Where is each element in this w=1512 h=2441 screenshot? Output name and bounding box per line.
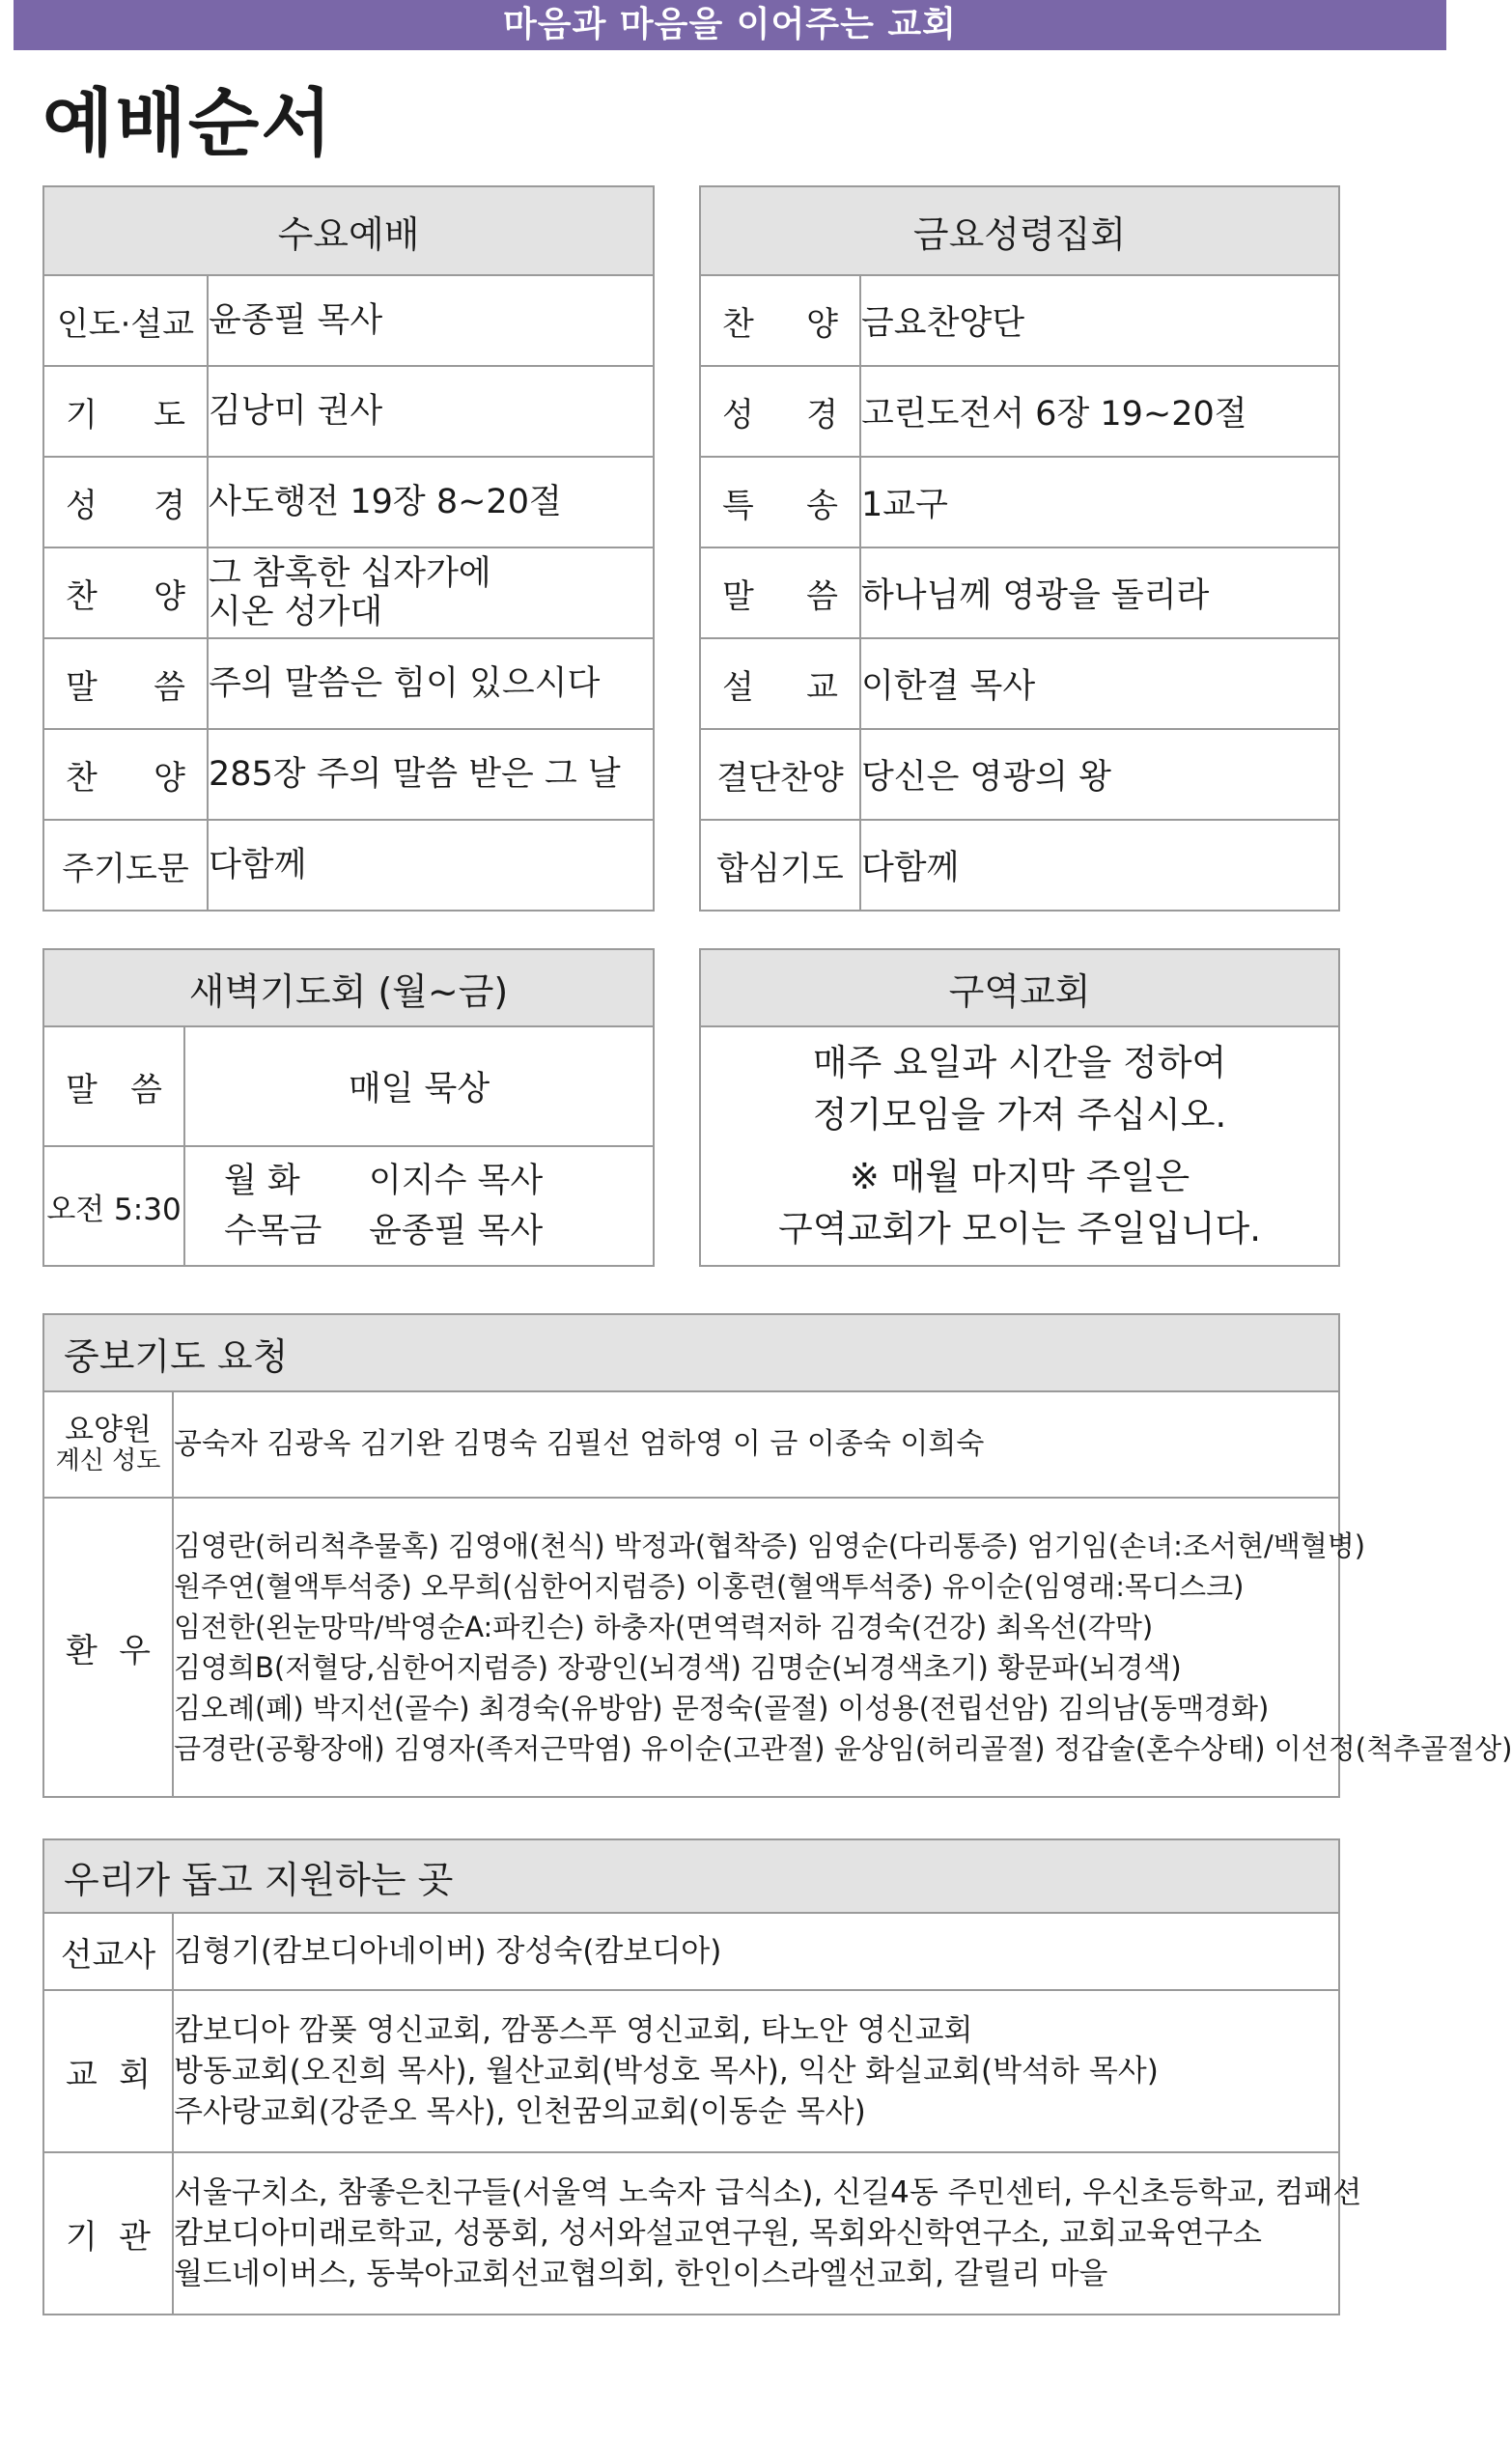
wednesday-row-label: 찬 양 <box>43 547 208 638</box>
intercessory-prayer-table <box>42 1313 1512 1798</box>
wednesday-row-label: 찬 양 <box>43 729 208 820</box>
friday-row <box>700 729 1339 820</box>
wednesday-row-value: 그 참혹한 십자가에 시온 성가대 <box>208 547 654 638</box>
church-list: 캄보디아 깜퐂 영신교회, 깜퐁스푸 영신교회, 타노안 영신교회 방동교회(오진희 목사), 월산교회(박성호 목사), 익산 화실교회(박석하 목사) 주사랑교회(강준오 목사), 인천꿈의교회(이동순 목사) <box>173 1990 1339 2152</box>
dawn-schedule: 월 화 이지수 목사 수목금 윤종필 목사 <box>184 1146 654 1266</box>
church-label: 교 회 <box>43 1990 173 2152</box>
organization-label: 기 관 <box>43 2152 173 2315</box>
wednesday-service-table <box>42 185 655 912</box>
district-church-table <box>699 948 1340 1267</box>
support-heading: 우리가 돕고 지원하는 곳 <box>43 1839 1339 1913</box>
friday-row-label: 합심기도 <box>700 820 860 911</box>
dawn-prayer-heading: 새벽기도회 (월~금) <box>43 949 654 1026</box>
friday-row-value: 금요찬양단 <box>860 275 1339 366</box>
wednesday-row-label: 기 도 <box>43 366 208 457</box>
intercessory-prayer-heading: 중보기도 요청 <box>43 1314 1339 1391</box>
district-church-heading: 구역교회 <box>700 949 1339 1026</box>
wednesday-row-value: 다함께 <box>208 820 654 911</box>
friday-row <box>700 638 1339 729</box>
wednesday-row <box>43 457 654 547</box>
wednesday-row <box>43 729 654 820</box>
friday-row-label: 말 씀 <box>700 547 860 638</box>
wednesday-row <box>43 547 654 638</box>
friday-row-value: 당신은 영광의 왕 <box>860 729 1339 820</box>
friday-row-value: 고린도전서 6장 19~20절 <box>860 366 1339 457</box>
wednesday-row <box>43 366 654 457</box>
friday-row <box>700 820 1339 911</box>
friday-row-label: 찬 양 <box>700 275 860 366</box>
wednesday-row-label: 인도·설교 <box>43 275 208 366</box>
support-table <box>42 1838 1362 2315</box>
organization-list: 서울구치소, 참좋은친구들(서울역 노숙자 급식소), 신길4동 주민센터, 우신초등학교, 컴패션 캄보디아미래로학교, 성풍회, 성서와설교연구원, 목회와신학연구소, 교회교육연구소 월드네이버스, 동북아교회선교협의회, 한인이스라엘선교회, 갈릴리 마을 <box>173 2152 1339 2315</box>
wednesday-row <box>43 820 654 911</box>
friday-row-label: 설 교 <box>700 638 860 729</box>
friday-row <box>700 457 1339 547</box>
friday-row <box>700 366 1339 457</box>
wednesday-service-heading: 수요예배 <box>43 186 654 275</box>
wednesday-row <box>43 275 654 366</box>
friday-row-value: 이한결 목사 <box>860 638 1339 729</box>
friday-service-table <box>699 185 1340 912</box>
wednesday-row-value: 김낭미 권사 <box>208 366 654 457</box>
friday-row-value: 1교구 <box>860 457 1339 547</box>
missionary-list: 김형기(캄보디아네이버) 장성숙(캄보디아) <box>173 1913 1339 1990</box>
dawn-word-label: 말 씀 <box>43 1026 184 1146</box>
dawn-word-value: 매일 묵상 <box>184 1026 654 1146</box>
wednesday-row-value: 주의 말씀은 힘이 있으시다 <box>208 638 654 729</box>
district-church-note: 매주 요일과 시간을 정하여 정기모임을 가져 주십시오. ※ 매월 마지막 주일은 구역교회가 모이는 주일입니다. <box>700 1026 1339 1266</box>
friday-row-value: 하나님께 영광을 돌리라 <box>860 547 1339 638</box>
friday-row <box>700 547 1339 638</box>
dawn-prayer-table <box>42 948 655 1267</box>
friday-row-label: 결단찬양 <box>700 729 860 820</box>
friday-row <box>700 275 1339 366</box>
patients-list: 김영란(허리척추물혹) 김영애(천식) 박정과(협착증) 임영순(다리통증) 엄기임(손녀:조서현/백혈병) 원주연(혈액투석중) 오무희(심한어지럼증) 이홍련(혈액투석중) 유이순(임영래:목디스크) 임전한(왼눈망막/박영순A:파킨슨) 하충자(면역력저하 김경숙(건강) 최옥선(각막) 김영희B(저혈당,심한어지럼증) 장광인(뇌경색) 김명순(뇌경색초기) 황문파(뇌경색) 김오례(폐) 박지선(골수) 최경숙(유방암) 문정숙(골절) 이성용(전립선암) 김의남(동맥경화) 금경란(공황장애) 김영자(족저근막염) 유이순(고관절) 윤상임(허리골절) 정갑술(혼수상태) 이선정(척추골절상) <box>173 1498 1339 1797</box>
header-banner: 마음과 마음을 이어주는 교회 <box>14 0 1446 50</box>
wednesday-row-label: 주기도문 <box>43 820 208 911</box>
wednesday-row-value: 윤종필 목사 <box>208 275 654 366</box>
friday-row-label: 특 송 <box>700 457 860 547</box>
wednesday-row-value: 285장 주의 말씀 받은 그 날 <box>208 729 654 820</box>
page-title: 예배순서 <box>42 80 334 166</box>
dawn-time-label: 오전 5:30 <box>43 1146 184 1266</box>
wednesday-row-label: 말 씀 <box>43 638 208 729</box>
missionary-label: 선교사 <box>43 1913 173 1990</box>
friday-row-label: 성 경 <box>700 366 860 457</box>
friday-row-value: 다함께 <box>860 820 1339 911</box>
wednesday-row <box>43 638 654 729</box>
nursing-home-label: 요양원 계신 성도 <box>43 1391 173 1498</box>
patients-label: 환 우 <box>43 1498 173 1797</box>
wednesday-row-label: 성 경 <box>43 457 208 547</box>
nursing-home-names: 공숙자 김광옥 김기완 김명숙 김필선 엄하영 이 금 이종숙 이희숙 <box>173 1391 1339 1498</box>
wednesday-row-value: 사도행전 19장 8~20절 <box>208 457 654 547</box>
friday-service-heading: 금요성령집회 <box>700 186 1339 275</box>
